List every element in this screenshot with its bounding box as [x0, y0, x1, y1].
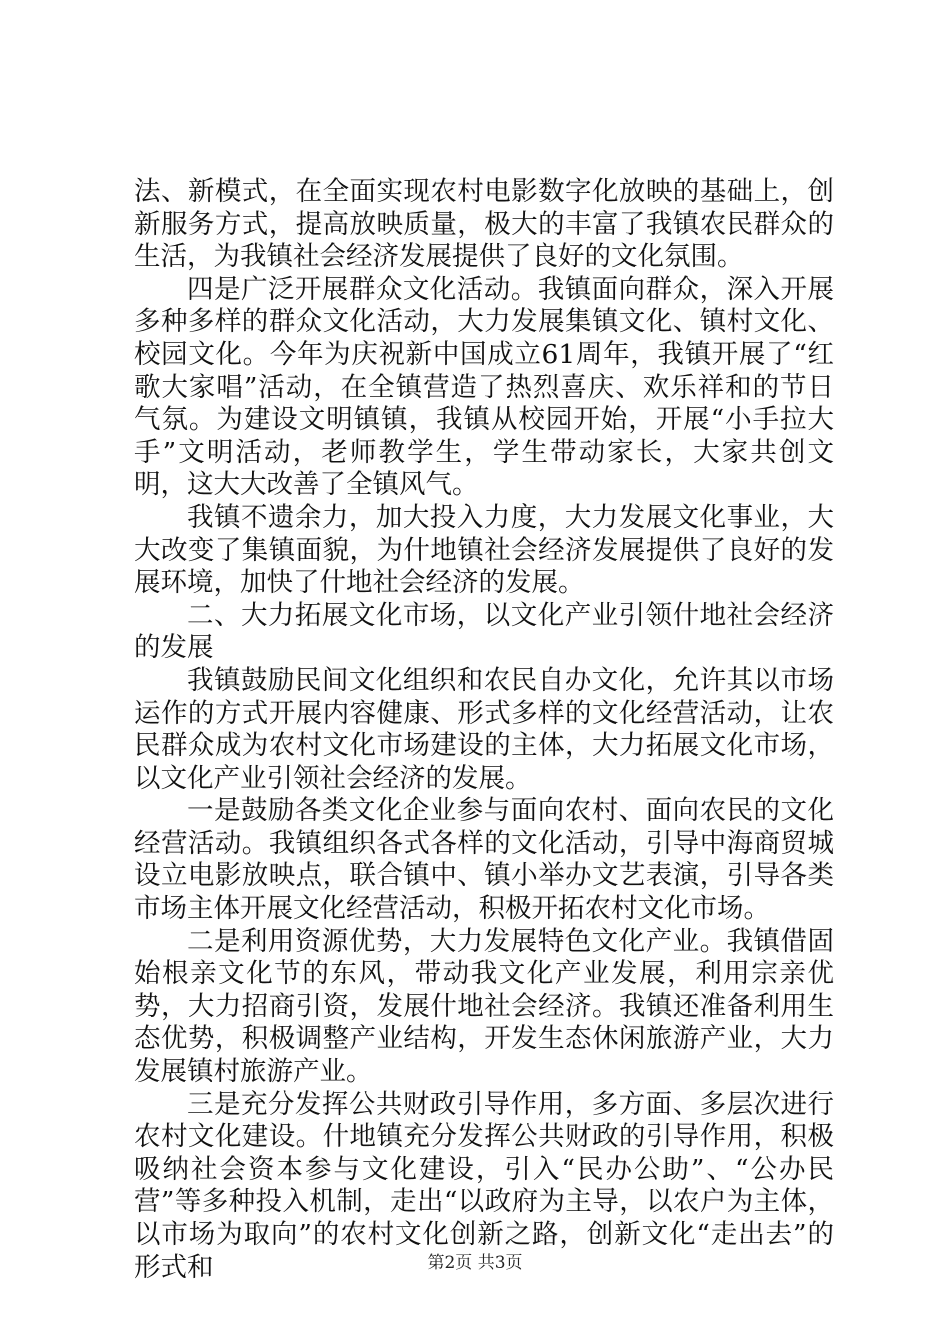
paragraph-7: 二是利用资源优势，大力发展特色文化产业。我镇借固始根亲文化节的东风，带动我文化产业发展，利用宗亲优势，大力招商引资，发展什地社会经济。我镇还准备利用生态优势，积极调整产业结构，开发生态休闲旅游产业，大力发展镇村旅游产业。	[134, 925, 834, 1088]
paragraph-6: 一是鼓励各类文化企业参与面向农村、面向农民的文化经营活动。我镇组织各式各样的文化活动，引导中海商贸城设立电影放映点，联合镇中、镇小举办文艺表演，引导各类市场主体开展文化经营活动，积极开拓农村文化市场。	[134, 795, 834, 925]
paragraph-3: 我镇不遗余力，加大投入力度，大力发展文化事业，大大改变了集镇面貌，为什地镇社会经济发展提供了良好的发展环境，加快了什地社会经济的发展。	[134, 501, 834, 599]
section-heading: 二、大力拓展文化市场，以文化产业引领什地社会经济的发展	[134, 599, 834, 664]
paragraph-8: 三是充分发挥公共财政引导作用，多方面、多层次进行农村文化建设。什地镇充分发挥公共财政的引导作用，积极吸纳社会资本参与文化建设，引入“民办公助”、“公办民营”等多种投入机制，走出“以政府为主导，以农户为主体，以市场为取向”的农村文化创新之路，创新文化“走出去”的形式和	[134, 1088, 834, 1283]
page-number-footer: 第2页 共3页	[427, 1253, 523, 1273]
paragraph-2: 四是广泛开展群众文化活动。我镇面向群众，深入开展多种多样的群众文化活动，大力发展集镇文化、镇村文化、校园文化。今年为庆祝新中国成立61周年，我镇开展了“红歌大家唱”活动，在全镇营造了热烈喜庆、欢乐祥和的节日气氛。为建设文明镇镇，我镇从校园开始，开展“小手拉大手”文明活动，老师教学生，学生带动家长，大家共创文明，这大大改善了全镇风气。	[134, 273, 834, 501]
document-body	[134, 176, 834, 1284]
paragraph-1: 法、新模式，在全面实现农村电影数字化放映的基础上，创新服务方式，提高放映质量，极大的丰富了我镇农民群众的生活，为我镇社会经济发展提供了良好的文化氛围。	[134, 176, 834, 273]
paragraph-5: 我镇鼓励民间文化组织和农民自办文化，允许其以市场运作的方式开展内容健康、形式多样的文化经营活动，让农民群众成为农村文化市场建设的主体，大力拓展文化市场，以文化产业引领社会经济的发展。	[134, 664, 834, 794]
